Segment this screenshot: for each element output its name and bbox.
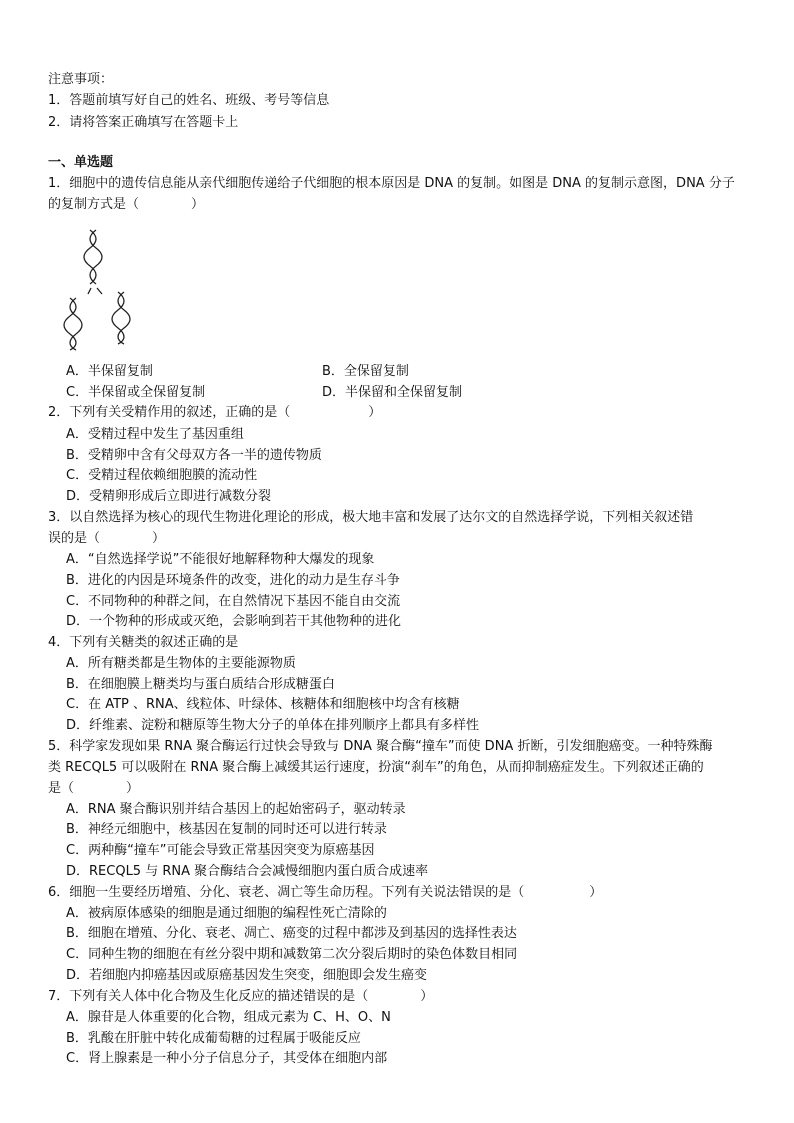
q6-option-c: C．同种生物的细胞在有丝分裂中期和减数第二次分裂后期时的染色体数目相同 — [66, 947, 518, 962]
q5-stem-line2: 类 RECQL5 可以吸附在 RNA 聚合酶上减缓其运行速度，扮演“刹车”的角色，从而抑制癌症发生。下列叙述正确的 — [48, 760, 704, 775]
dna-replication-diagram — [60, 226, 150, 352]
q2-option-b: B．受精卵中含有父母双方各一半的遗传物质 — [66, 448, 322, 463]
q1-option-d: D．半保留和全保留复制 — [322, 385, 463, 400]
q1-stem-line2: 的复制方式是（ ） — [48, 197, 205, 212]
q3-option-b: B．进化的内因是环境条件的改变，进化的动力是生存斗争 — [66, 573, 400, 588]
q6-option-b: B．细胞在增殖、分化、衰老、凋亡、癌变的过程中都涉及到基因的选择性表达 — [66, 926, 517, 941]
q7-stem: 7．下列有关人体中化合物及生化反应的描述错误的是（ ） — [48, 989, 434, 1004]
q5-stem-line1: 5．科学家发现如果 RNA 聚合酶运行过快会导致与 DNA 聚合酶“撞车”而使 DNA 折断，引发细胞癌变。一种特殊酶 — [48, 739, 713, 754]
q5-option-c: C．两种酶“撞车”可能会导致正常基因突变为原癌基因 — [66, 843, 375, 858]
q1-stem-line1: 1．细胞中的遗传信息能从亲代细胞传递给子代细胞的根本原因是 DNA 的复制。如图是 DNA 的复制示意图，DNA 分子 — [48, 176, 735, 191]
q3-option-d: D．一个物种的形成或灭绝，会影响到若干其他物种的进化 — [66, 614, 402, 629]
notice-item-1: 1．答题前填写好自己的姓名、班级、考号等信息 — [48, 93, 330, 108]
q4-option-a: A．所有糖类都是生物体的主要能源物质 — [66, 656, 296, 671]
q5-option-d: D．RECQL5 与 RNA 聚合酶结合会减慢细胞内蛋白质合成速率 — [66, 864, 429, 879]
section-title: 一、单选题 — [48, 155, 114, 170]
q1-option-b: B．全保留复制 — [322, 364, 409, 379]
q6-stem: 6．细胞一生要经历增殖、分化、衰老、凋亡等生命历程。下列有关说法错误的是（ ） — [48, 885, 603, 900]
q4-option-c: C．在 ATP 、RNA、线粒体、叶绿体、核糖体和细胞核中均含有核糖 — [66, 697, 460, 712]
q4-option-b: B．在细胞膜上糖类均与蛋白质结合形成糖蛋白 — [66, 677, 335, 692]
q5-option-a: A．RNA 聚合酶识别并结合基因上的起始密码子，驱动转录 — [66, 802, 406, 817]
q5-option-b: B．神经元细胞中，核基因在复制的同时还可以进行转录 — [66, 822, 387, 837]
q2-option-c: C．受精过程依赖细胞膜的流动性 — [66, 468, 258, 483]
q5-stem-line3: 是（ ） — [48, 781, 140, 796]
q3-stem-line2: 误的是（ ） — [48, 531, 166, 546]
q1-option-a: A．半保留复制 — [66, 364, 153, 379]
q7-option-a: A．腺苷是人体重要的化合物，组成元素为 C、H、O、N — [66, 1010, 391, 1025]
q1-option-c: C．半保留或全保留复制 — [66, 385, 206, 400]
q3-stem-line1: 3．以自然选择为核心的现代生物进化理论的形成，极大地丰富和发展了达尔文的自然选择学说，下列相关叙述错 — [48, 510, 694, 525]
q2-option-a: A．受精过程中发生了基因重组 — [66, 427, 244, 442]
notice-item-2: 2．请将答案正确填写在答题卡上 — [48, 115, 239, 130]
q3-option-c: C．不同物种的种群之间，在自然情况下基因不能自由交流 — [66, 594, 401, 609]
q6-option-a: A．被病原体感染的细胞是通过细胞的编程性死亡清除的 — [66, 906, 387, 921]
q6-option-d: D．若细胞内抑癌基因或原癌基因发生突变，细胞即会发生癌变 — [66, 968, 428, 983]
q4-stem: 4．下列有关糖类的叙述正确的是 — [48, 635, 239, 650]
q7-option-b: B．乳酸在肝脏中转化成葡萄糖的过程属于吸能反应 — [66, 1031, 361, 1046]
q2-option-d: D．受精卵形成后立即进行减数分裂 — [66, 489, 272, 504]
q3-option-a: A．“自然选择学说”不能很好地解释物种大爆发的现象 — [66, 552, 375, 567]
notice-title: 注意事项： — [48, 72, 114, 87]
q2-stem: 2．下列有关受精作用的叙述，正确的是（ ） — [48, 405, 382, 420]
q7-option-c: C．肾上腺素是一种小分子信息分子，其受体在细胞内部 — [66, 1051, 388, 1066]
q4-option-d: D．纤维素、淀粉和糖原等生物大分子的单体在排列顺序上都具有多样性 — [66, 718, 480, 733]
